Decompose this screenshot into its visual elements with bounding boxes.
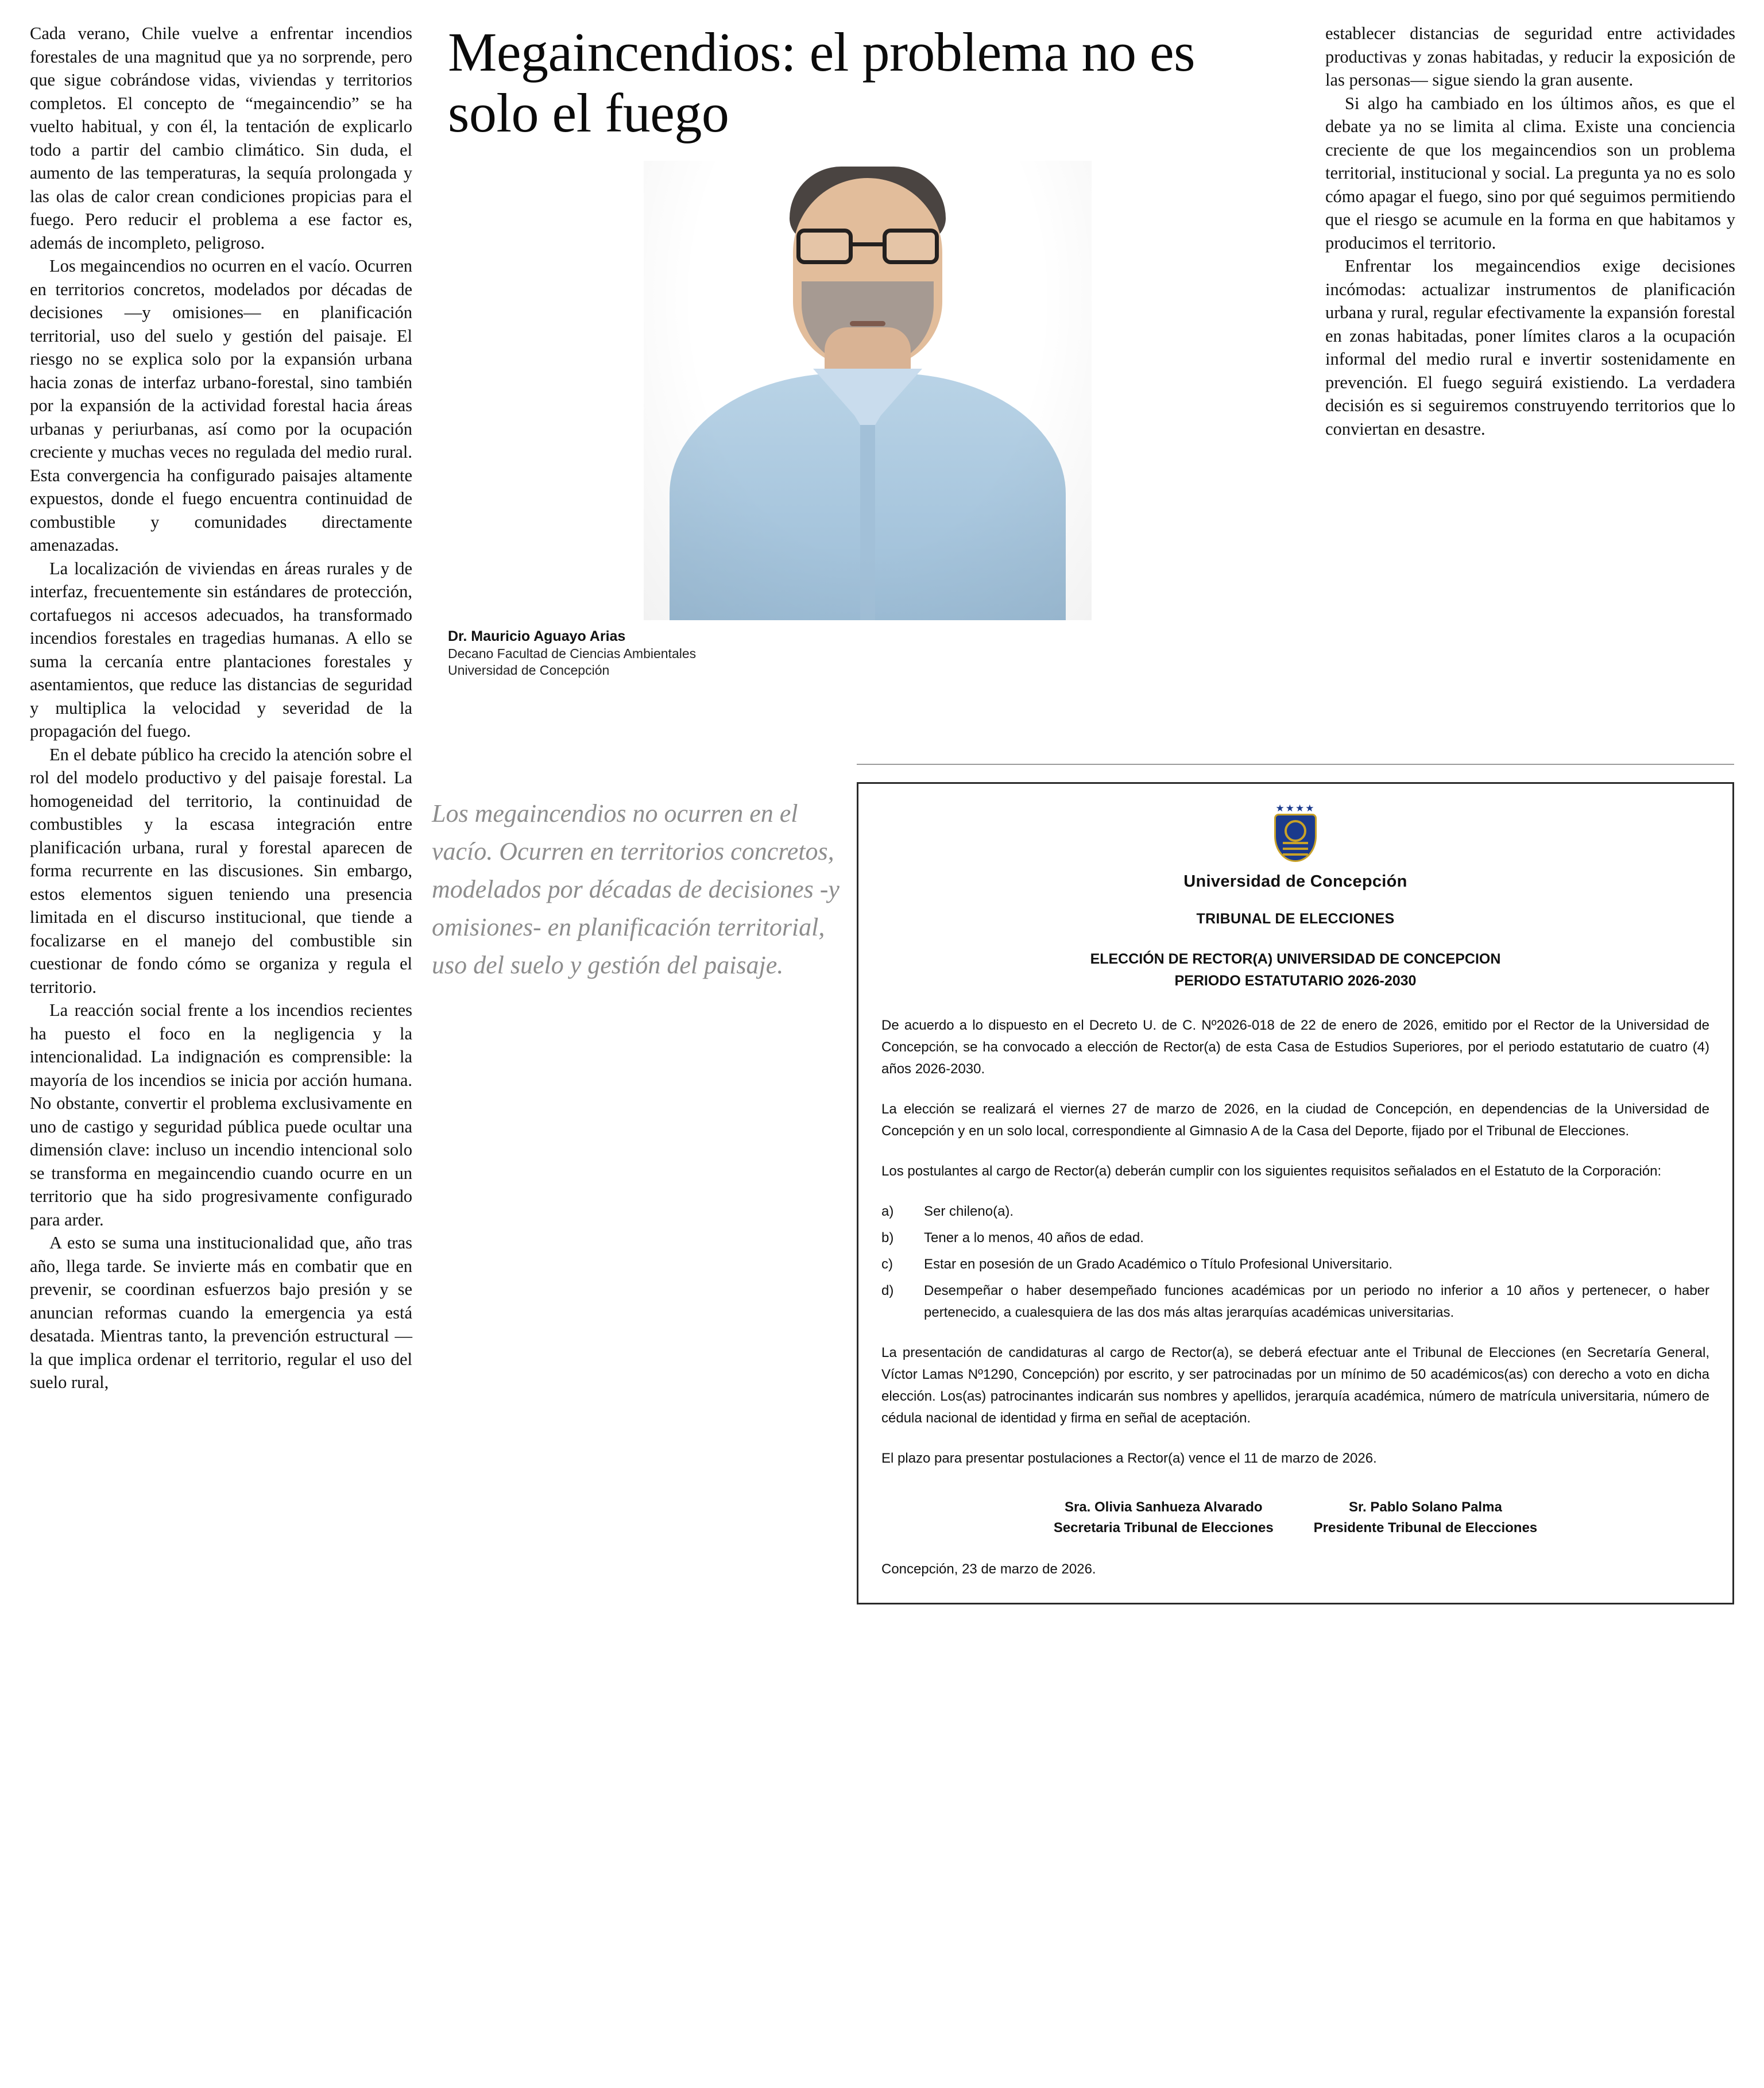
author-role-line-2: Universidad de Concepción	[448, 663, 610, 678]
divider	[857, 764, 1734, 765]
paragraph: Cada verano, Chile vuelve a enfrentar incendios forestales de una magnitud que ya no sorprende, pero que sigue cobrándose vidas, viviendas y territorios completos. El concepto de “megaincendio” se ha vuelto habitual, y con él, la tentación de explicarlo todo a partir del cambio climático. Sin duda, el aumento de las temperaturas, la sequía prolongada y las olas de calor crean condiciones propicias para el fuego. Pero reducir el problema a ese factor es, además de incompleto, peligroso.	[30, 24, 412, 253]
requirement-label: d)	[881, 1283, 894, 1298]
notice-tribunal-name: TRIBUNAL DE ELECCIONES	[1196, 911, 1395, 927]
requirement-text: Estar en posesión de un Grado Académico o Título Profesional Universitario.	[924, 1256, 1392, 1272]
notice-paragraph: De acuerdo a lo dispuesto en el Decreto U. de C. Nº2026-018 de 22 de enero de 2026, emitido por el Rector de la Universidad de Concepción, se ha convocado a elección de Rector(a) de esta Casa de Estudios Superiores, por el periodo estatutario de cuatro (4) años 2026-2030.	[881, 1018, 1709, 1077]
pullquote-column	[432, 764, 857, 1604]
notice-paragraph: La elección se realizará el viernes 27 de marzo de 2026, en la ciudad de Concepción, en dependencias de la Universidad de Concepción y en un solo local, correspondiente al Gimnasio A de la Casa del Deporte, fijado por el Tribunal de Elecciones.	[881, 1101, 1709, 1139]
portrait-photo-wrap	[448, 161, 1287, 620]
notice-paragraph: La presentación de candidaturas al cargo de Rector(a), se deberá efectuar ante el Tribunal de Elecciones (en Secretaría General, Víctor Lamas Nº1290, Concepción) por escrito, y ser patrocinadas por un mínimo de 50 académicos(as) con derecho a voto en dicha elección. Los(as) patrocinantes indicarán sus nombres y apellidos, jerarquía académica, número de matrícula universitaria, número de cédula nacional de identidad y firma en señal de aceptación.	[881, 1345, 1709, 1426]
paragraph: A esto se suma una institucionalidad que, año tras año, llega tarde. Se invierte más en combatir que en prevenir, se coordinan esfuerzos bajo presión y se anuncian reformas cuando la emergencia ya está desatada. Mientras tanto, la prevención estructural —la que implica ordenar el territorio, regular el uso del suelo rural,	[30, 1233, 412, 1392]
election-notice	[857, 782, 1734, 1604]
requirement-text: Ser chileno(a).	[924, 1204, 1014, 1219]
notice-column	[857, 764, 1734, 1604]
list-item	[881, 1227, 1709, 1249]
signature-role: Presidente Tribunal de Elecciones	[1313, 1520, 1538, 1536]
page-title: Megaincendios: el problema no es solo el fuego	[448, 21, 1195, 144]
requirement-label: c)	[881, 1256, 893, 1272]
paragraph: En el debate público ha crecido la atención sobre el rol del modelo productivo y del paisaje forestal. La homogeneidad del territorio, la continuidad de combustibles y la escasa integración entre planificación urbana, rural y forestal aparecen de forma recurrente en las discusiones. Sin embargo, estos elementos siguen teniendo una presencia limitada en el discurso institucional, que tiende a focalizarse en el manejo del combustible sin cuestionar de fondo cómo se organiza y regula el territorio.	[30, 744, 412, 997]
signature-role: Secretaria Tribunal de Elecciones	[1053, 1520, 1274, 1536]
paragraph: Enfrentar los megaincendios exige decisiones incómodas: actualizar instrumentos de planificación urbana y rural, regular efectivamente la expansión forestal en zonas habitadas, poner límites claros a la ocupación informal del medio rural e invertir sostenidamente en prevención. El fuego seguirá existiendo. La verdadera decisión es si seguiremos construyendo territorios que lo conviertan en desastre.	[1325, 256, 1735, 439]
requirement-label: a)	[881, 1204, 894, 1219]
portrait-photo	[644, 161, 1092, 620]
photo-caption	[448, 627, 1287, 679]
signature-secretary	[1054, 1497, 1274, 1538]
paragraph: Los megaincendios no ocurren en el vacío. Ocurren en territorios concretos, modelados por décadas de decisiones —y omisiones— en planificación territorial, uso del suelo y gestión del paisaje. El riesgo no se explica solo por la expansión urbana hacia zonas de interfaz urbano-forestal, sino también por la expansión de la actividad forestal hacia áreas urbanas y periurbanas, así como por la ocupación creciente y muchas veces no regulada del medio rural. Esta convergencia ha configurado paisajes altamente expuestos, donde el fuego encuentra continuidad de combustible y comunidades directamente amenazadas.	[30, 256, 412, 555]
notice-title	[881, 948, 1709, 992]
bottom-section	[30, 764, 1734, 1604]
notice-place-date: Concepción, 23 de marzo de 2026.	[881, 1561, 1096, 1577]
notice-title-line-1: ELECCIÓN DE RECTOR(A) UNIVERSIDAD DE CONCEPCION	[1090, 951, 1501, 967]
requirement-text: Desempeñar o haber desempeñado funciones académicas por un periodo no inferior a 10 años y pertenecer, o haber pertenecido, a cualesquiera de las dos más altas jerarquías académicas universitarias.	[924, 1283, 1709, 1320]
list-item	[881, 1280, 1709, 1324]
list-item	[881, 1254, 1709, 1275]
signature-name: Sr. Pablo Solano Palma	[1349, 1499, 1502, 1515]
requirement-label: b)	[881, 1230, 894, 1246]
author-role-line-1: Decano Facultad de Ciencias Ambientales	[448, 646, 697, 661]
signature-president	[1314, 1497, 1537, 1538]
crest-stars: ★★★★	[1275, 803, 1316, 814]
paragraph: La reacción social frente a los incendios recientes ha puesto el foco en la negligencia y la intencionalidad. La indignación es comprensible: la mayoría de los incendios se inicia por acción humana. No obstante, convertir el problema exclusivamente en uno de castigo y seguridad pública puede ocultar una dimensión clave: incluso un incendio intencional solo se transforma en megaincendio cuando ocurre en un territorio que ha sido progresivamente configurado para arder.	[30, 1000, 412, 1229]
portrait-mouth	[850, 321, 885, 326]
paragraph: establecer distancias de seguridad entre actividades productivas y zonas habitadas, y reducir la exposición de las personas— sigue siendo la gran ausente.	[1325, 24, 1735, 90]
notice-paragraph: El plazo para presentar postulaciones a Rector(a) vence el 11 de marzo de 2026.	[881, 1451, 1377, 1466]
paragraph: La localización de viviendas en áreas rurales y de interfaz, frecuentemente sin estándares de protección, cortafuegos ni accesos adecuados, ha transformado incendios forestales en tragedias humanas. A ello se suma la cercanía entre plantaciones forestales y asentamientos, que reduce las distancias de seguridad y multiplica la velocidad y severidad de la propagación del fuego.	[30, 558, 412, 741]
signatures	[881, 1497, 1709, 1538]
crest-wrap	[881, 803, 1709, 863]
requirements-list	[881, 1201, 1709, 1324]
bottom-left-spacer	[30, 764, 432, 1604]
notice-university-name: Universidad de Concepción	[1183, 872, 1407, 891]
portrait-shirt	[670, 373, 1066, 620]
author-name: Dr. Mauricio Aguayo Arias	[448, 628, 626, 644]
notice-title-line-2: PERIODO ESTATUTARIO 2026-2030	[1174, 973, 1417, 989]
notice-paragraph: Los postulantes al cargo de Rector(a) deberán cumplir con los siguientes requisitos señalados en el Estatuto de la Corporación:	[881, 1163, 1662, 1179]
paragraph: Si algo ha cambiado en los últimos años, es que el debate ya no se limita al clima. Existe una conciencia creciente de que los megaincendios son un problema territorial, institucional y social. La pregunta ya no es solo cómo apagar el fuego, sino por qué seguimos permitiendo que el riesgo se acumule en la forma en que habitamos y producimos el territorio.	[1325, 93, 1735, 253]
pull-quote: Los megaincendios no ocurren en el vacío. Ocurren en territorios concretos, modelados por décadas de decisiones -y omisiones- en planificación territorial, uso del suelo y gestión del paisaje.	[432, 799, 840, 979]
university-crest-icon	[1271, 803, 1320, 863]
list-item	[881, 1201, 1709, 1223]
article-center-column	[432, 22, 1310, 679]
crest-shield	[1274, 814, 1317, 862]
article-body-right	[1325, 22, 1735, 440]
article-right-column	[1310, 22, 1735, 440]
glasses-icon	[796, 229, 939, 269]
requirement-text: Tener a lo menos, 40 años de edad.	[924, 1230, 1144, 1246]
signature-name: Sra. Olivia Sanhueza Alvarado	[1064, 1499, 1263, 1515]
